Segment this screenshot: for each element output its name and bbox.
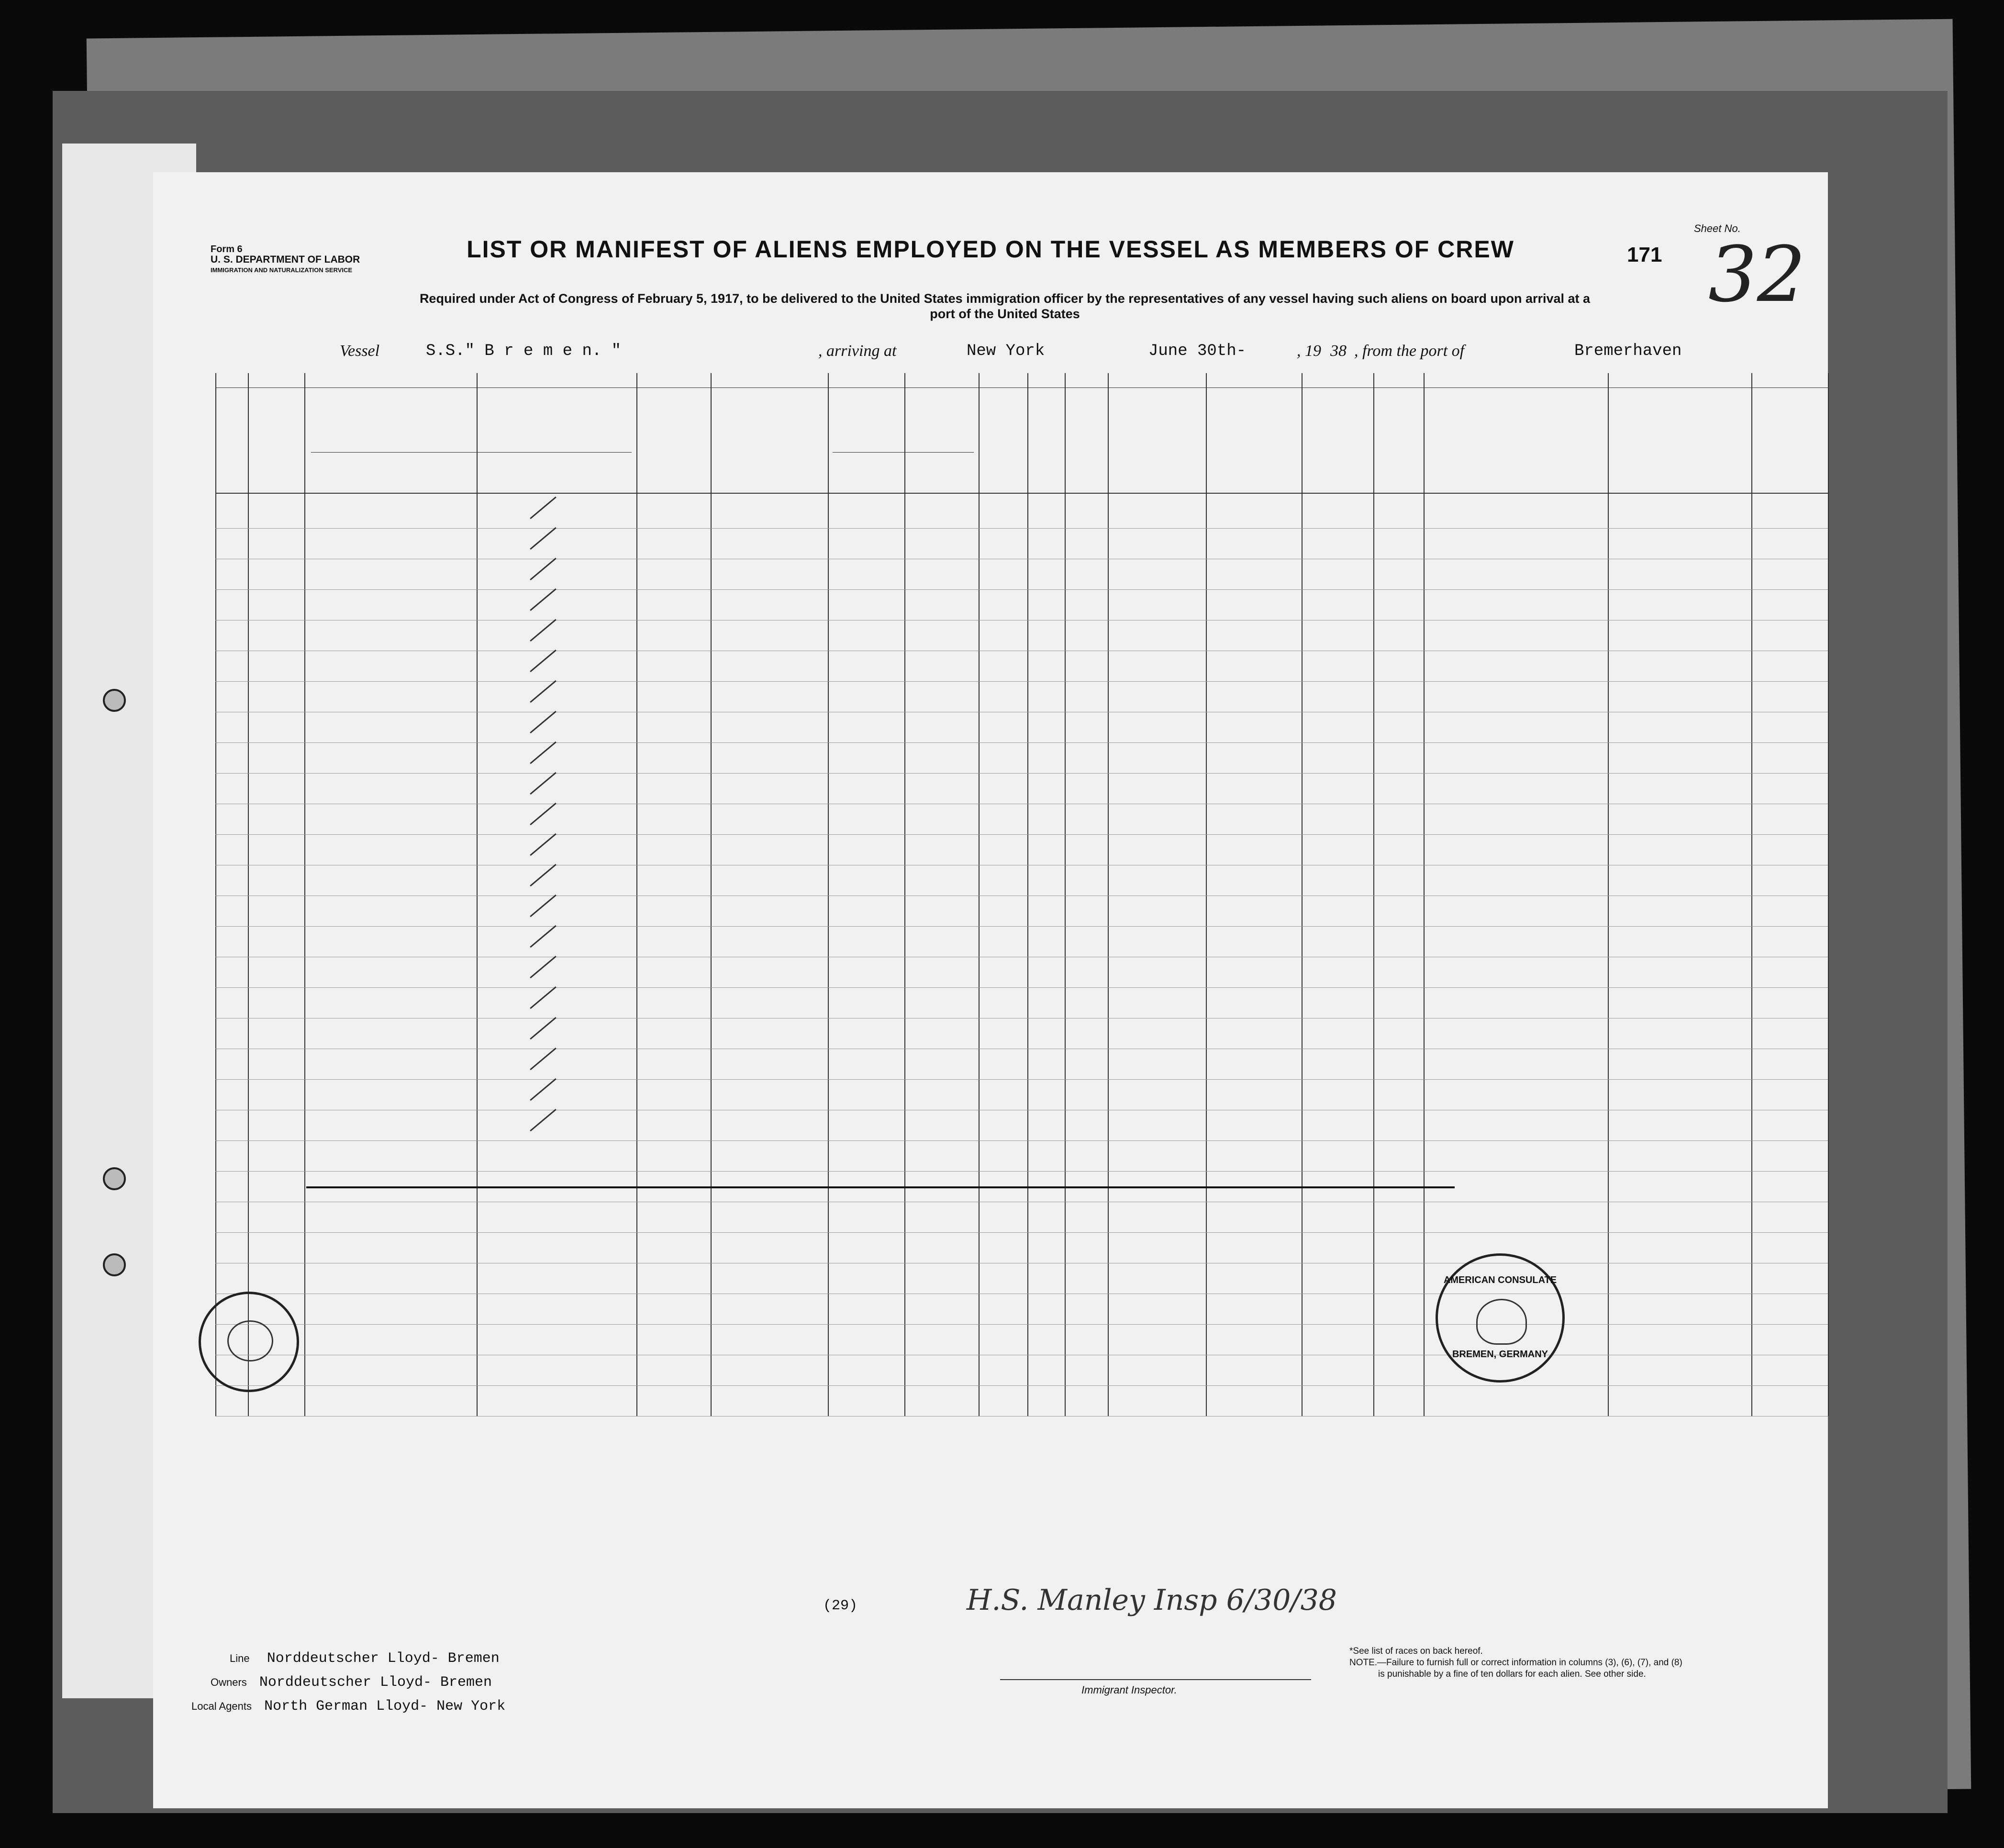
row-divider	[215, 528, 1828, 529]
row-divider	[215, 1171, 1828, 1172]
header-divider	[215, 493, 1828, 494]
column-number-divider	[215, 387, 1828, 388]
row-divider	[215, 1324, 1828, 1325]
arrival-date: June 30th-	[1148, 342, 1247, 360]
subtitle	[287, 291, 1723, 321]
row-divider	[215, 773, 1828, 774]
column-divider	[1027, 373, 1028, 1416]
row-divider	[215, 589, 1828, 590]
footnote-penalty: NOTE.—Failure to furnish full or correct information in columns (3), (6), (7), and (8)	[1349, 1658, 1682, 1668]
punch-hole	[103, 689, 126, 712]
column-divider	[477, 373, 478, 1416]
seal-text-bottom: BREMEN, GERMANY	[1452, 1349, 1548, 1360]
agents-field	[191, 1698, 505, 1715]
footnote-penalty-cont: is punishable by a fine of ten dollars for each alien. See other side.	[1378, 1669, 1646, 1679]
subtitle-line-2: port of the United States	[930, 307, 1080, 321]
seal-text-top: AMERICAN CONSULATE	[1443, 1275, 1557, 1285]
departure-port: Bremerhaven	[1574, 342, 1682, 360]
name-header-divider	[311, 452, 632, 453]
row-divider	[215, 1079, 1828, 1080]
eagle-emblem-icon	[1476, 1299, 1527, 1345]
strike-through-line	[306, 1186, 1455, 1188]
check-mark	[530, 895, 557, 917]
service-name: IMMIGRATION AND NATURALIZATION SERVICE	[211, 266, 353, 274]
punch-hole	[103, 1167, 126, 1190]
consulate-seal-stamp	[1436, 1253, 1565, 1383]
shipped-header-divider	[833, 452, 974, 453]
page-number: 171	[1627, 243, 1662, 266]
sheet-label: Sheet No.	[1694, 222, 1741, 234]
from-port-label: , from the port of	[1354, 342, 1465, 360]
check-mark	[530, 986, 557, 1009]
column-divider	[1302, 373, 1303, 1416]
check-mark	[530, 925, 557, 948]
check-mark	[530, 497, 557, 519]
page-title: LIST OR MANIFEST OF ALIENS EMPLOYED ON THE VESSEL AS MEMBERS OF CREW	[467, 236, 1514, 263]
row-divider	[215, 1140, 1828, 1141]
check-mark	[530, 1048, 557, 1070]
column-divider	[979, 373, 980, 1416]
column-divider	[711, 373, 712, 1416]
alien-count: (29)	[823, 1598, 858, 1614]
year-prefix: , 19	[1297, 342, 1321, 360]
column-divider	[1373, 373, 1374, 1416]
column-divider	[304, 373, 305, 1416]
check-mark	[530, 772, 557, 795]
inspector-signature: H.S. Manley Insp 6/30/38	[967, 1583, 1337, 1617]
eagle-emblem-icon	[227, 1320, 273, 1361]
consulate-seal-stamp-left	[199, 1292, 299, 1392]
column-divider	[1751, 373, 1752, 1416]
row-divider	[215, 987, 1828, 988]
department-name: U. S. DEPARTMENT OF LABOR	[211, 254, 360, 265]
footnote-races: *See list of races on back hereof.	[1349, 1646, 1483, 1656]
vessel-label: Vessel	[340, 342, 380, 360]
column-divider	[215, 373, 216, 1416]
sheet-number: 32	[1708, 230, 1806, 319]
check-mark	[530, 1078, 557, 1101]
check-mark	[530, 711, 557, 733]
check-mark	[530, 864, 557, 886]
column-divider	[1206, 373, 1207, 1416]
arrival-year: 38	[1330, 342, 1347, 360]
check-mark	[530, 558, 557, 580]
column-divider	[1608, 373, 1609, 1416]
line-label: Line	[230, 1652, 250, 1664]
row-divider	[215, 926, 1828, 927]
owners-label: Owners	[211, 1676, 247, 1688]
vessel-name: S.S." B r e m e n. "	[426, 342, 622, 360]
column-divider	[248, 373, 249, 1416]
manifest-table	[153, 373, 1828, 1416]
footnotes	[1349, 1646, 1804, 1680]
column-divider	[904, 373, 905, 1416]
check-mark	[530, 650, 557, 672]
inspector-signature-line	[1000, 1679, 1311, 1680]
agents-label: Local Agents	[191, 1700, 252, 1712]
check-mark	[530, 1017, 557, 1040]
check-mark	[530, 619, 557, 642]
check-mark	[530, 680, 557, 703]
agents-value: North German Lloyd- New York	[264, 1698, 506, 1715]
line-field	[230, 1650, 500, 1667]
manifest-sheet	[153, 172, 1828, 1808]
row-divider	[215, 681, 1828, 682]
check-mark	[530, 588, 557, 611]
row-divider	[215, 742, 1828, 743]
check-mark	[530, 527, 557, 550]
owners-value: Norddeutscher Lloyd- Bremen	[259, 1674, 492, 1691]
arrival-port: New York	[967, 342, 1045, 360]
check-mark	[530, 956, 557, 978]
check-mark	[530, 1109, 557, 1131]
form-number: Form 6	[211, 244, 243, 255]
punch-hole	[103, 1253, 126, 1276]
row-divider	[215, 834, 1828, 835]
line-value: Norddeutscher Lloyd- Bremen	[267, 1650, 500, 1667]
column-divider	[1424, 373, 1425, 1416]
check-mark	[530, 741, 557, 764]
subtitle-line-1: Required under Act of Congress of February 5, 1917, to be delivered to the United States immigration officer by the representatives of any vessel having such aliens on board upon arrival at a	[419, 291, 1591, 306]
owners-field	[211, 1674, 492, 1691]
check-mark	[530, 803, 557, 825]
arriving-label: , arriving at	[818, 342, 897, 360]
check-mark	[530, 833, 557, 856]
column-divider	[1108, 373, 1109, 1416]
column-divider	[1828, 373, 1829, 1416]
column-divider	[636, 373, 637, 1416]
column-divider	[828, 373, 829, 1416]
inspector-label: Immigrant Inspector.	[1081, 1684, 1177, 1696]
column-divider	[1065, 373, 1066, 1416]
row-divider	[215, 1232, 1828, 1233]
row-divider	[215, 1385, 1828, 1386]
